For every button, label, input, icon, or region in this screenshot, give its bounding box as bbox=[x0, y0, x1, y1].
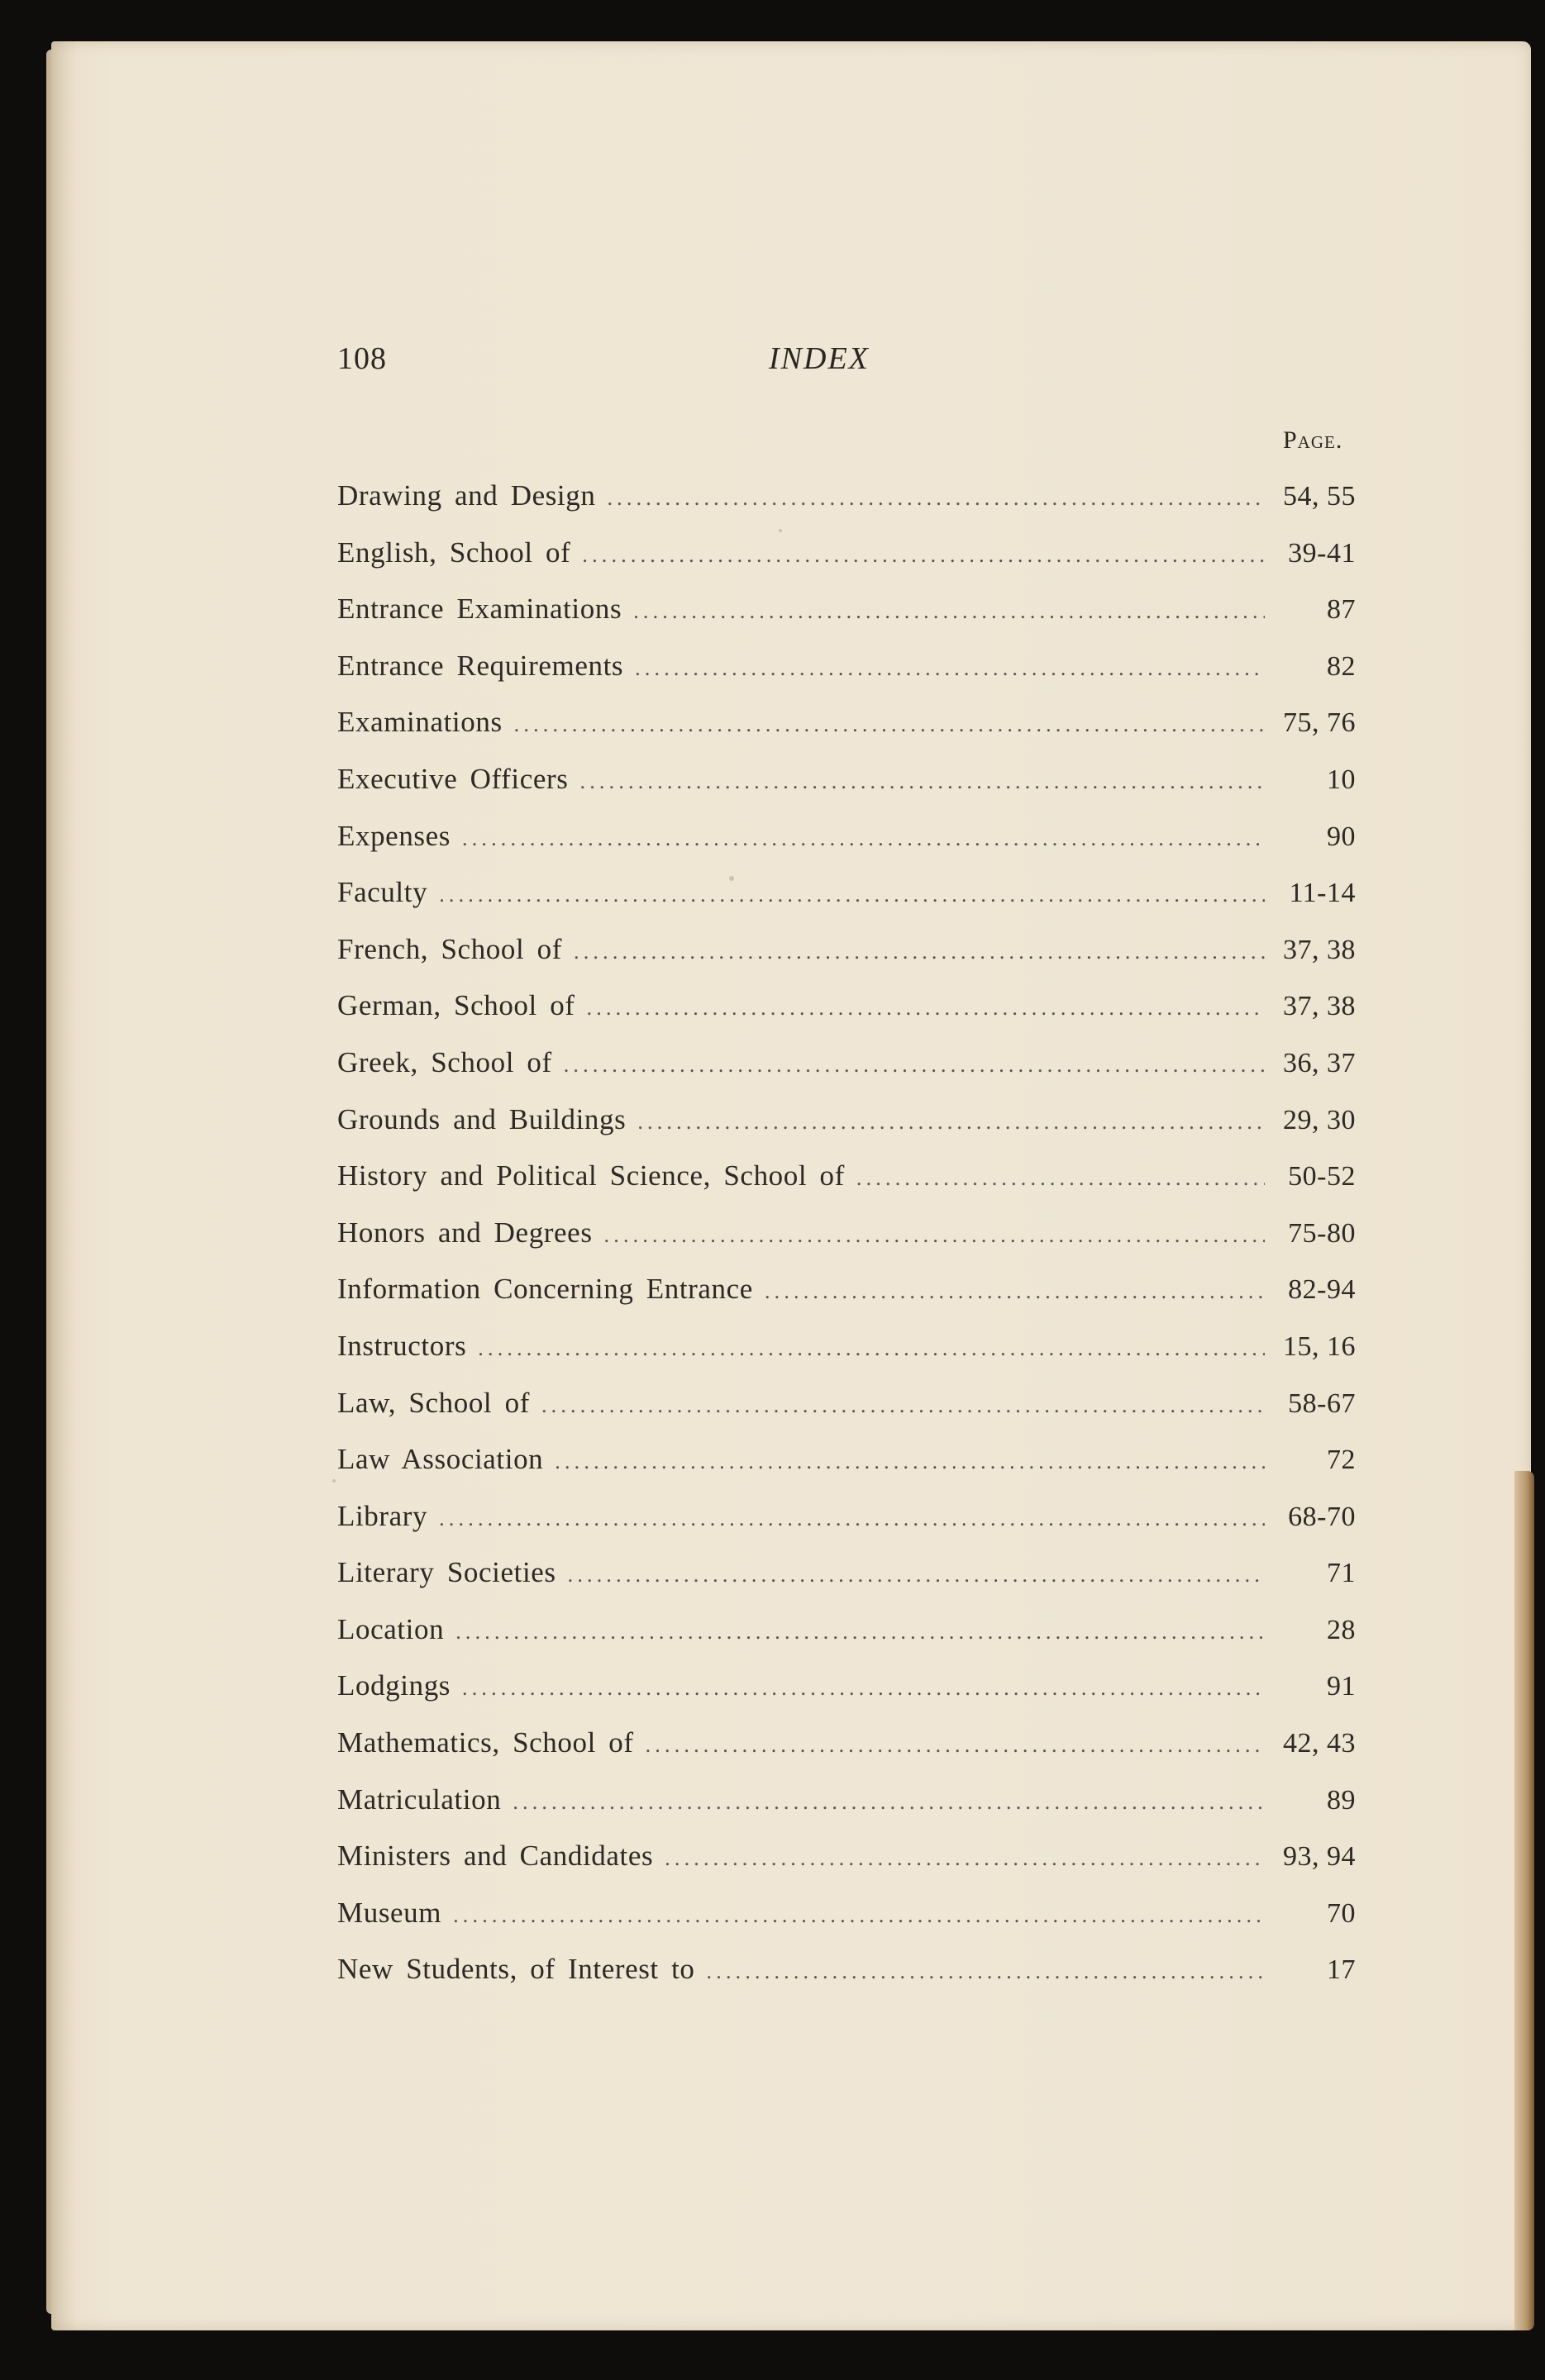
dot-leader bbox=[478, 1336, 1265, 1361]
dot-leader bbox=[439, 883, 1265, 907]
dot-leader bbox=[555, 1449, 1265, 1474]
entry-page-numbers: 58-67 bbox=[1288, 1388, 1356, 1419]
index-entry bbox=[337, 763, 1356, 820]
dot-leader bbox=[633, 599, 1265, 624]
entry-page-numbers: 75, 76 bbox=[1283, 707, 1356, 739]
entry-page-numbers: 28 bbox=[1327, 1614, 1356, 1645]
page-number: 108 bbox=[337, 341, 387, 376]
entry-title: Lodgings bbox=[337, 1669, 451, 1702]
entry-page-numbers: 75-80 bbox=[1288, 1217, 1356, 1249]
dot-leader bbox=[635, 656, 1265, 681]
index-entry bbox=[337, 1783, 1356, 1840]
index-entry bbox=[337, 1216, 1356, 1273]
entry-page-numbers: 71 bbox=[1327, 1558, 1356, 1589]
entry-page-numbers: 39-41 bbox=[1288, 537, 1356, 569]
dot-leader bbox=[439, 1507, 1265, 1531]
index-entry bbox=[337, 1159, 1356, 1216]
dot-leader bbox=[462, 1676, 1265, 1701]
index-entry bbox=[337, 1387, 1356, 1444]
entry-title: Location bbox=[337, 1612, 445, 1645]
entry-page-numbers: 50-52 bbox=[1288, 1161, 1356, 1192]
entry-page-numbers: 37, 38 bbox=[1283, 934, 1356, 965]
index-entry bbox=[337, 479, 1356, 536]
entry-page-numbers: 91 bbox=[1327, 1671, 1356, 1702]
entry-title: Grounds and Buildings bbox=[337, 1102, 627, 1135]
index-entry bbox=[337, 1273, 1356, 1330]
index-entry bbox=[337, 820, 1356, 877]
entry-title: Drawing and Design bbox=[337, 479, 596, 512]
index-entry bbox=[337, 1443, 1356, 1500]
dot-leader bbox=[453, 1903, 1265, 1928]
dot-leader bbox=[568, 1563, 1265, 1587]
dot-leader bbox=[665, 1846, 1265, 1871]
dot-leader bbox=[541, 1393, 1265, 1418]
index-entry bbox=[337, 593, 1356, 650]
entry-title: Literary Societies bbox=[337, 1556, 556, 1589]
entry-title: German, School of bbox=[337, 989, 575, 1022]
entry-title: Matriculation bbox=[337, 1783, 502, 1816]
index-entry bbox=[337, 1613, 1356, 1670]
dot-leader bbox=[587, 996, 1265, 1021]
entry-page-numbers: 89 bbox=[1327, 1784, 1356, 1816]
index-entry bbox=[337, 1726, 1356, 1783]
index-entry bbox=[337, 876, 1356, 933]
dot-leader bbox=[646, 1733, 1265, 1758]
page-edge-right bbox=[1514, 1471, 1534, 2330]
entry-title: Law, School of bbox=[337, 1386, 530, 1419]
entry-title: Mathematics, School of bbox=[337, 1726, 634, 1759]
dot-leader bbox=[564, 1053, 1265, 1078]
entry-title: Instructors bbox=[337, 1329, 467, 1362]
dot-leader bbox=[580, 769, 1265, 794]
entry-page-numbers: 42, 43 bbox=[1283, 1728, 1356, 1759]
entry-title: Law Association bbox=[337, 1443, 544, 1476]
entry-page-numbers: 36, 37 bbox=[1283, 1047, 1356, 1078]
entry-title: Ministers and Candidates bbox=[337, 1840, 654, 1873]
index-entry bbox=[337, 1840, 1356, 1897]
entry-page-numbers: 11-14 bbox=[1289, 878, 1356, 909]
page-header bbox=[337, 340, 1354, 390]
entry-title: New Students, of Interest to bbox=[337, 1953, 695, 1986]
entry-page-numbers: 93, 94 bbox=[1283, 1841, 1356, 1873]
dot-leader bbox=[513, 1790, 1265, 1815]
dot-leader bbox=[462, 826, 1265, 851]
index-entry bbox=[337, 989, 1356, 1046]
entry-title: Honors and Degrees bbox=[337, 1216, 593, 1249]
entry-title: Entrance Examinations bbox=[337, 593, 622, 626]
index-entry bbox=[337, 933, 1356, 990]
entry-page-numbers: 87 bbox=[1327, 594, 1356, 626]
index-entry bbox=[337, 1953, 1356, 2010]
entry-page-numbers: 90 bbox=[1327, 821, 1356, 852]
entry-page-numbers: 82-94 bbox=[1288, 1274, 1356, 1306]
index-list bbox=[337, 479, 1356, 2010]
entry-page-numbers: 29, 30 bbox=[1283, 1104, 1356, 1135]
entry-title: Information Concerning Entrance bbox=[337, 1273, 753, 1306]
entry-title: Museum bbox=[337, 1896, 442, 1929]
dot-leader bbox=[607, 486, 1265, 511]
entry-title: Faculty bbox=[337, 876, 428, 909]
index-entry bbox=[337, 706, 1356, 763]
entry-title: Greek, School of bbox=[337, 1045, 552, 1078]
dot-leader bbox=[574, 940, 1265, 964]
entry-title: Expenses bbox=[337, 819, 451, 852]
dot-leader bbox=[604, 1223, 1265, 1248]
entry-title: English, School of bbox=[337, 536, 571, 569]
paper-speck bbox=[332, 1479, 336, 1483]
dot-leader bbox=[582, 543, 1265, 568]
index-entry bbox=[337, 650, 1356, 707]
entry-page-numbers: 37, 38 bbox=[1283, 991, 1356, 1022]
entry-title: History and Political Science, School of bbox=[337, 1159, 845, 1192]
index-entry bbox=[337, 1556, 1356, 1613]
index-entry bbox=[337, 1669, 1356, 1726]
entry-page-numbers: 82 bbox=[1327, 650, 1356, 682]
index-entry bbox=[337, 1330, 1356, 1387]
entry-page-numbers: 68-70 bbox=[1288, 1501, 1356, 1532]
dot-leader bbox=[707, 1959, 1265, 1984]
page-column-heading: Page. bbox=[1283, 426, 1343, 454]
entry-page-numbers: 15, 16 bbox=[1283, 1330, 1356, 1362]
dot-leader bbox=[514, 712, 1265, 737]
entry-page-numbers: 10 bbox=[1327, 764, 1356, 795]
dot-leader bbox=[455, 1620, 1265, 1645]
index-entry bbox=[337, 1897, 1356, 1954]
entry-page-numbers: 72 bbox=[1327, 1445, 1356, 1476]
index-entry bbox=[337, 1046, 1356, 1103]
index-entry bbox=[337, 536, 1356, 593]
dot-leader bbox=[856, 1166, 1265, 1191]
entry-page-numbers: 17 bbox=[1327, 1954, 1356, 1986]
entry-page-numbers: 54, 55 bbox=[1283, 481, 1356, 512]
entry-title: Examinations bbox=[337, 706, 503, 739]
running-title: INDEX bbox=[769, 341, 870, 376]
index-entry bbox=[337, 1500, 1356, 1557]
index-entry bbox=[337, 1103, 1356, 1160]
entry-title: Library bbox=[337, 1499, 428, 1532]
entry-page-numbers: 70 bbox=[1327, 1897, 1356, 1929]
entry-title: Executive Officers bbox=[337, 762, 569, 795]
dot-leader bbox=[637, 1110, 1265, 1135]
entry-title: Entrance Requirements bbox=[337, 649, 624, 682]
entry-title: French, School of bbox=[337, 932, 563, 965]
dot-leader bbox=[765, 1279, 1265, 1304]
